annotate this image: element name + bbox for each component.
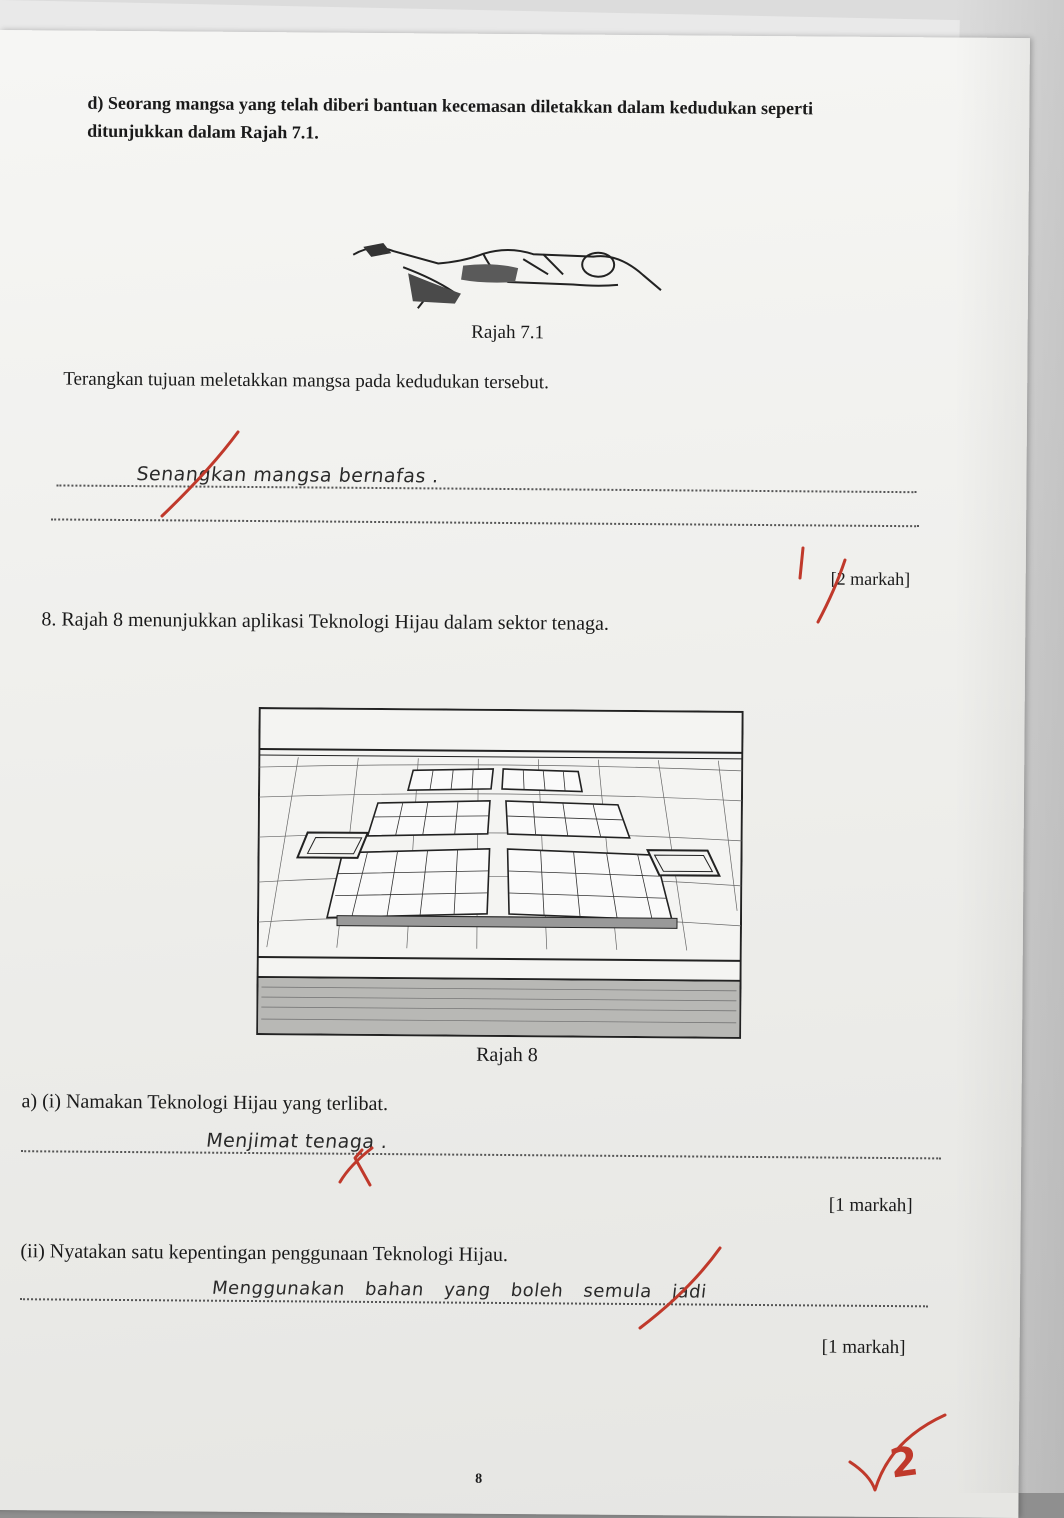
figure-8-caption: Rajah 8 bbox=[476, 1043, 538, 1067]
exam-page bbox=[0, 30, 1030, 1518]
answer-line bbox=[56, 484, 916, 493]
q7d-answer: Senangkan mangsa bernafas . bbox=[135, 463, 441, 488]
q8-ai-marks: [1 markah] bbox=[828, 1194, 913, 1217]
answer-line bbox=[51, 518, 919, 527]
q8-aii-marks: [1 markah] bbox=[821, 1336, 906, 1359]
figure-7-1-caption: Rajah 7.1 bbox=[471, 321, 545, 344]
answer-line bbox=[21, 1150, 941, 1159]
red-score-value: 2 bbox=[886, 1438, 921, 1488]
page-number: 8 bbox=[475, 1471, 483, 1487]
page-shadow bbox=[954, 0, 1064, 1493]
q7d-text-line2: ditunjukkan dalam Rajah 7.1. bbox=[87, 120, 319, 143]
q7d-marks: [2 markah] bbox=[830, 568, 911, 590]
q8-aii-prompt: (ii) Nyatakan satu kepentingan penggunaan Teknologi Hijau. bbox=[20, 1240, 509, 1267]
recovery-position-illustration bbox=[343, 233, 674, 316]
q8-ai-prompt: a) (i) Namakan Teknologi Hijau yang terlibat. bbox=[21, 1090, 389, 1116]
solar-panel-roof-illustration bbox=[256, 707, 744, 1041]
q8-intro: 8. Rajah 8 menunjukkan aplikasi Teknologi Hijau dalam sektor tenaga. bbox=[41, 608, 609, 635]
q7d-prompt: Terangkan tujuan meletakkan mangsa pada kedudukan tersebut. bbox=[63, 368, 549, 394]
q8-ai-answer: Menjimat tenaga . bbox=[205, 1129, 389, 1154]
q8-aii-answer: Menggunakan bahan yang boleh semula jadi bbox=[210, 1277, 708, 1303]
q7d-text-line1: d) Seorang mangsa yang telah diberi bantuan kecemasan diletakkan dalam kedudukan seperti bbox=[87, 92, 814, 119]
